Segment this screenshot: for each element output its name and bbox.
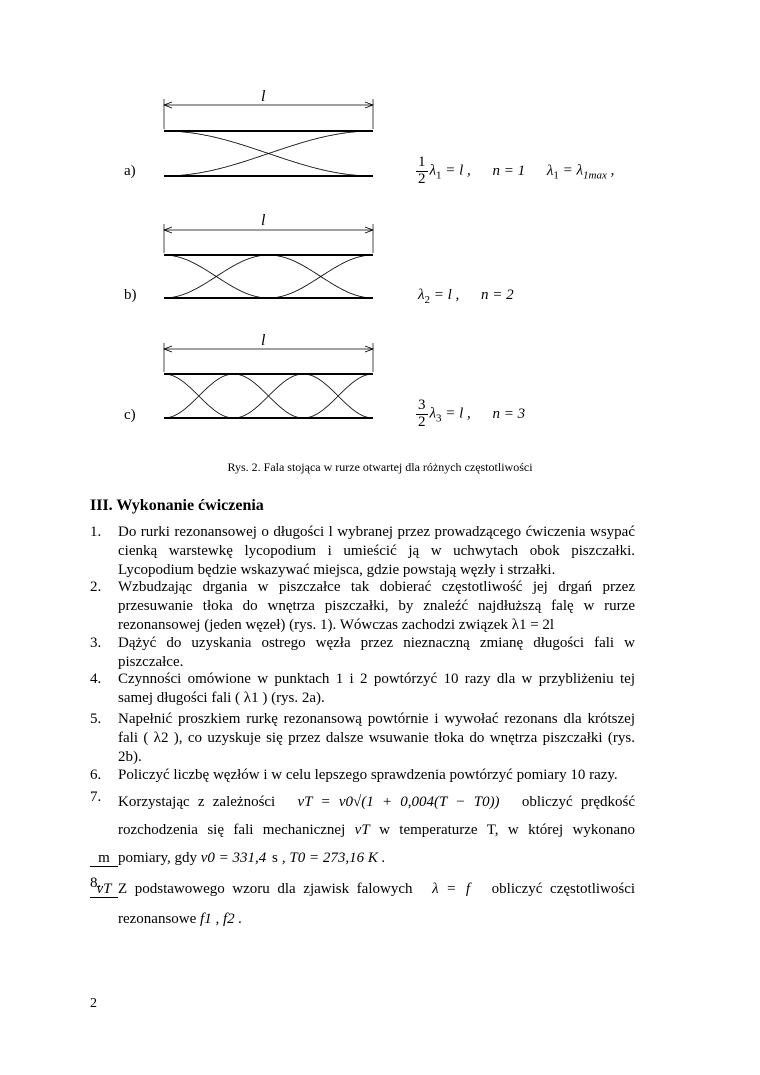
step-text: Do rurki rezonansowej o długości l wybranej przez prowadzącego ćwiczenia wsypać cienką warstewkę lycopodium i umieścić ją w uchwytach obok piszczałki. Lycopodium będzie wskazywać miejsca, gdzie powstają węzły i strzałki. xyxy=(118,524,635,578)
page-number: 2 xyxy=(90,996,97,1011)
wave-envelope xyxy=(164,131,373,176)
panel-label-a: a) xyxy=(124,163,136,179)
step-text: Policzyć liczbę węzłów i w celu lepszego sprawdzenia powtórzyć pomiary 10 razy. xyxy=(118,767,618,783)
step-item: 1. Do rurki rezonansowej o długości l wybranej przez prowadzącego ćwiczenia wsypać cienką warstewkę lycopodium i umieścić ją w uchwytach obok piszczałki. Lycopodium będzie wskazywać miejsca, gdzie powstają węzły i strzałki. xyxy=(90,524,635,578)
step-text: Napełnić proszkiem rurkę rezonansową powtórnie i wywołać rezonans dla krótszej fali ( λ2 ), co uzyskuje się przez dalsze wsuwanie tłoka do wnętrza piszczałki (rys. 2b). xyxy=(118,711,635,765)
standing-wave-figure xyxy=(0,0,760,460)
step-item: 7. Korzystając z zależności vT = v0√(1 + 0,004(T − T0)) obliczyć prędkość rozchodzenia się fali mechanicznej vT w temperaturze T, w której wykonano pomiary, gdy v0 = 331,4 m s , T0 = 273,16 K . xyxy=(90,789,636,866)
length-label-c: l xyxy=(261,332,266,349)
step-item: 4. Czynności omówione w punktach 1 i 2 powtórzyć 10 razy dla w przybliżeniu tej samej długości fali ( λ1 ) (rys. 2a). xyxy=(90,671,635,706)
wave-envelope xyxy=(164,255,373,298)
velocity-formula: vT = v0√(1 + 0,004(T − T0)) xyxy=(297,794,500,810)
formula-c: $\frac{3}{2}$ $\lambda_3 = l$ , n = 3 xyxy=(418,397,526,430)
length-label-a: l xyxy=(261,88,266,105)
formula-a: $\frac{1}{2}$ $\lambda_1 = l$ , n = 1 $\lambda_1 = \lambda_{1max}$ , xyxy=(418,154,615,187)
step-item: 8. Z podstawowego wzoru dla zjawisk falowych λ = vT f obliczyć częstotliwości rezonansowe f1 , f2 . xyxy=(90,875,636,927)
wave-envelope xyxy=(164,255,373,298)
formula-b: $\lambda_2 = l$ , n = 2 xyxy=(418,287,514,306)
section-heading: III. Wykonanie ćwiczenia xyxy=(90,497,264,514)
figure-caption: Rys. 2. Fala stojąca w rurze otwartej dla różnych częstotliwości xyxy=(227,460,533,474)
step-text: Czynności omówione w punktach 1 i 2 powtórzyć 10 razy dla w przybliżeniu tej samej długości fali ( λ1 ) (rys. 2a). xyxy=(118,671,635,706)
step-item: 2. Wzbudzając drgania w piszczałce tak dobierać częstotliwość jej drgań przez przesuwanie tłoka do wnętrza piszczałki, by znaleźć najdłuższą falę w rurze rezonansowej (jeden węzeł) (rys. 1). Wówczas zachodzi związek λ1 = 2l xyxy=(90,579,635,633)
step-item: 5. Napełnić proszkiem rurkę rezonansową powtórnie i wywołać rezonans dla krótszej fali ( λ2 ), co uzyskuje się przez dalsze wsuwanie tłoka do wnętrza piszczałki (rys. 2b). xyxy=(90,711,635,765)
step-item: 3. Dążyć do uzyskania ostrego węzła przez nieznaczną zmianę długości fali w piszczałce. xyxy=(90,635,635,670)
step-item: 6. Policzyć liczbę węzłów i w celu lepszego sprawdzenia powtórzyć pomiary 10 razy. xyxy=(90,766,635,785)
wave-envelope xyxy=(164,374,373,418)
step-text: Dążyć do uzyskania ostrego węzła przez nieznaczną zmianę długości fali w piszczałce. xyxy=(118,635,635,670)
length-label-b: l xyxy=(261,212,266,229)
panel-label-c: c) xyxy=(124,407,136,423)
step-text: Wzbudzając drgania w piszczałce tak dobierać częstotliwość jej drgań przez przesuwanie tłoka do wnętrza piszczałki, by znaleźć najdłuższą falę w rurze rezonansowej (jeden węzeł) (rys. 1). Wówczas zachodzi związek λ1 = 2l xyxy=(118,579,635,633)
panel-label-b: b) xyxy=(124,287,137,303)
